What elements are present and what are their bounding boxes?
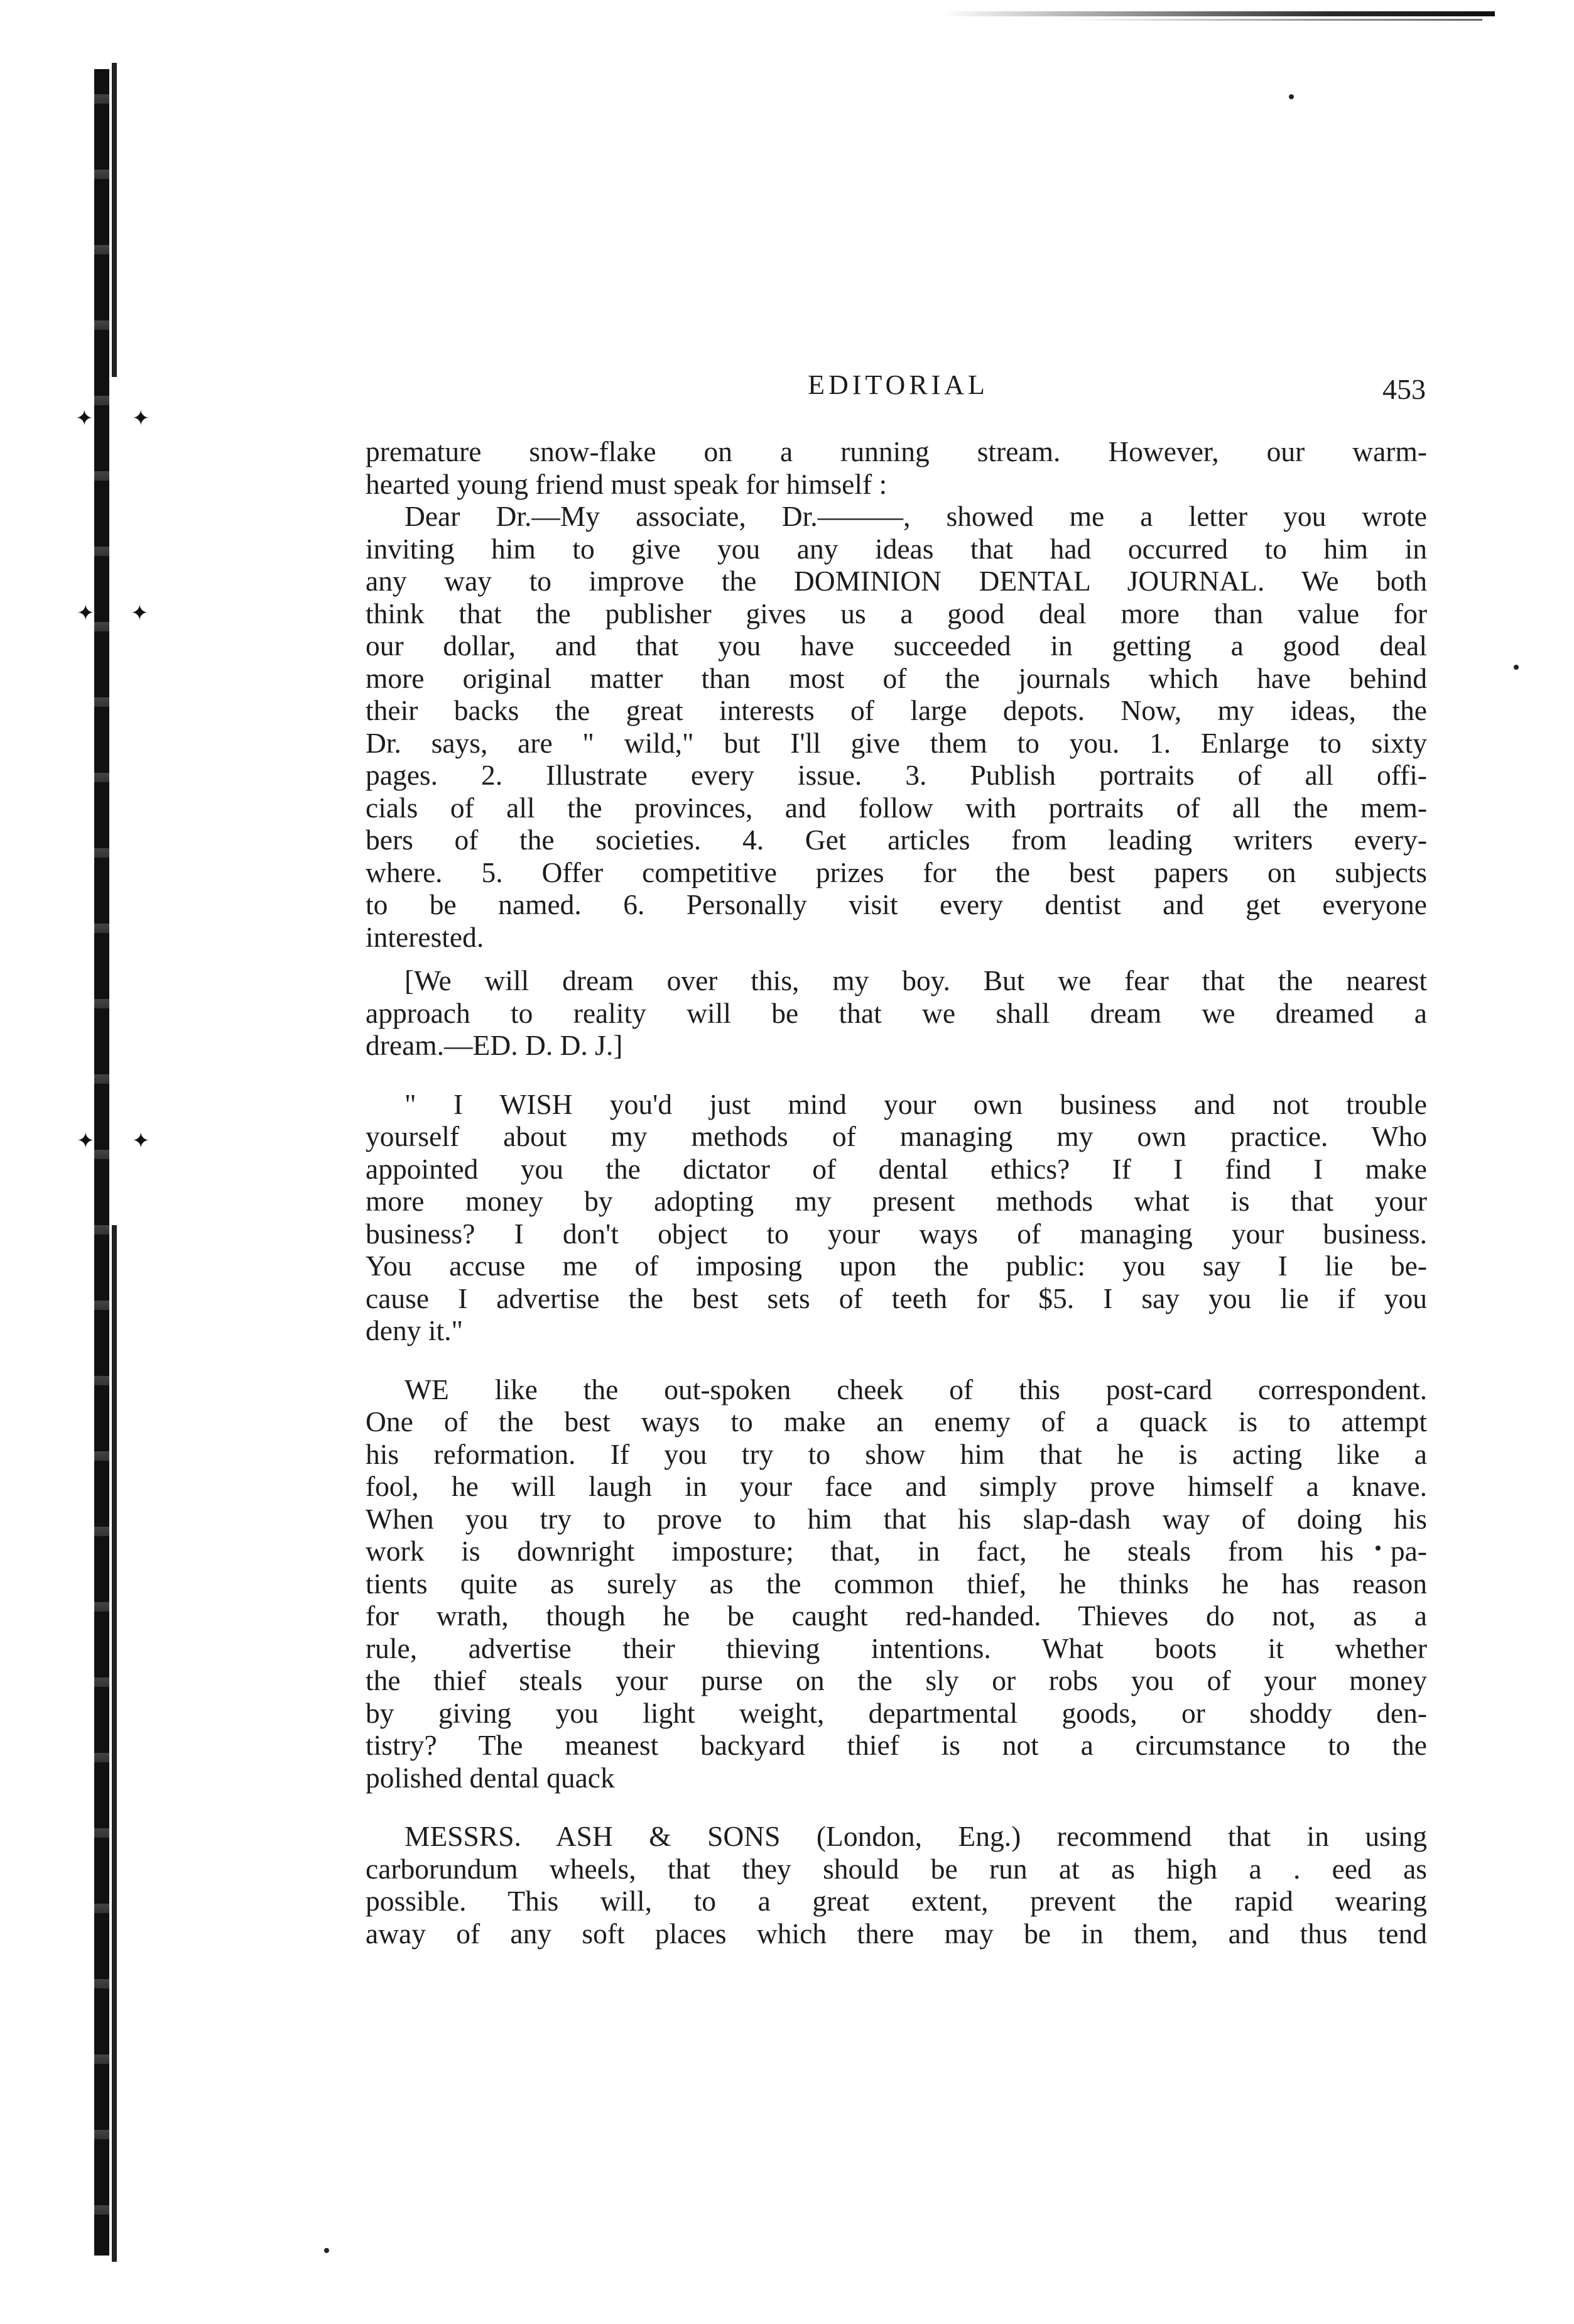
scan-speck (1289, 94, 1294, 99)
text-line: interested. (366, 920, 484, 953)
paragraph-letter (366, 500, 1427, 953)
text-line: WE like the out-spoken cheek of this post-card correspondent. (404, 1373, 1427, 1405)
text-line: deny it." (366, 1314, 464, 1346)
text-line: tistry? The meanest backyard thief is not a circumstance to the (366, 1729, 1427, 1761)
binding-mark: ✦ (75, 407, 94, 430)
text-line: the thief steals your purse on the sly or robs you of your money (366, 1664, 1427, 1696)
running-title: EDITORIAL (808, 369, 989, 400)
text-line: appointed you the dictator of dental ethics? If I find I make (366, 1152, 1427, 1185)
text-line: Dear Dr.—My associate, Dr.———, showed me a letter you wrote (404, 500, 1427, 532)
scan-speck (1514, 665, 1519, 670)
text-line: yourself about my methods of managing my own practice. Who (366, 1120, 1427, 1152)
scan-speck (324, 2248, 329, 2253)
text-line: work is downright imposture; that, in fact, he steals from his pa- (366, 1535, 1427, 1567)
text-line: any way to improve the DOMINION DENTAL JOURNAL. We both (366, 565, 1427, 597)
running-head (371, 361, 1426, 412)
text-line: by giving you light weight, departmental goods, or shoddy den- (366, 1696, 1427, 1729)
text-line: carborundum wheels, that they should be run at as high a . eed as (366, 1852, 1427, 1885)
binding-mark: ✦ (77, 1130, 95, 1153)
text-line: think that the publisher gives us a good deal more than value for (366, 597, 1427, 630)
text-line: fool, he will laugh in your face and simply prove himself a knave. (366, 1470, 1427, 1502)
binding-mark: ✦ (131, 602, 149, 625)
text-line: premature snow-flake on a running stream. However, our warm- (366, 435, 1427, 467)
text-line: You accuse me of imposing upon the public: you say I lie be- (366, 1250, 1427, 1282)
text-line: polished dental quack (366, 1761, 615, 1794)
text-line: more original matter than most of the journals which have behind (366, 662, 1427, 694)
page-number: 453 (1382, 373, 1426, 405)
text-line: business? I don't object to your ways of managing your business. (366, 1217, 1427, 1250)
text-line: MESSRS. ASH & SONS (London, Eng.) recommend that in using (404, 1820, 1427, 1852)
text-line: pages. 2. Illustrate every issue. 3. Publish portraits of all offi- (366, 759, 1427, 791)
scan-top-rule (942, 11, 1495, 16)
article-body (366, 435, 1427, 1950)
binding-edge-thin (112, 1225, 117, 2262)
binding-mark: ✦ (132, 1130, 150, 1153)
paragraph-carborundum (366, 1820, 1427, 1950)
text-line: where. 5. Offer competitive prizes for the best papers on subjects (366, 856, 1427, 888)
text-line: more money by adopting my present methods what is that your (366, 1185, 1427, 1217)
paragraph-continuation (366, 435, 1427, 500)
text-line: possible. This will, to a great extent, prevent the rapid wearing (366, 1885, 1427, 1917)
text-line: When you try to prove to him that his slap-dash way of doing his (366, 1502, 1427, 1535)
text-line: tients quite as surely as the common thief, he thinks he has reason (366, 1567, 1427, 1600)
text-line: [We will dream over this, my boy. But we fear that the nearest (404, 964, 1427, 996)
binding-edge-thin (112, 63, 117, 377)
binding-mark: ✦ (132, 407, 150, 430)
text-line: One of the best ways to make an enemy of a quack is to attempt (366, 1405, 1427, 1437)
text-line: inviting him to give you any ideas that had occurred to him in (366, 532, 1427, 565)
text-line: their backs the great interests of large depots. Now, my ideas, the (366, 694, 1427, 726)
text-line: cials of all the provinces, and follow with portraits of all the mem- (366, 791, 1427, 824)
paragraph-postcard-quote (366, 1088, 1427, 1347)
text-line: cause I advertise the best sets of teeth for $5. I say you lie if you (366, 1282, 1427, 1314)
text-line: " I WISH you'd just mind your own business and not trouble (404, 1088, 1427, 1120)
text-line: his reformation. If you try to show him that he is acting like a (366, 1437, 1427, 1470)
text-line: hearted young friend must speak for himself : (366, 467, 887, 500)
paragraph-quack-commentary (366, 1373, 1427, 1794)
scan-top-rule-faint (1068, 19, 1482, 21)
text-line: away of any soft places which there may be in them, and thus tend (366, 1917, 1427, 1950)
text-line: approach to reality will be that we shall dream we dreamed a (366, 996, 1427, 1029)
text-line: bers of the societies. 4. Get articles from leading writers every- (366, 824, 1427, 856)
text-line: rule, advertise their thieving intentions. What boots it whether (366, 1632, 1427, 1664)
text-line: to be named. 6. Personally visit every dentist and get everyone (366, 888, 1427, 920)
binding-mark: ✦ (77, 602, 95, 625)
text-line: for wrath, though he be caught red-handed. Thieves do not, as a (366, 1600, 1427, 1632)
binding-edge (94, 69, 109, 2256)
text-line: dream.—ED. D. D. J.] (366, 1029, 623, 1061)
text-line: our dollar, and that you have succeeded in getting a good deal (366, 630, 1427, 662)
text-line: Dr. says, are " wild," but I'll give them to you. 1. Enlarge to sixty (366, 726, 1427, 759)
paragraph-editor-note (366, 964, 1427, 1062)
